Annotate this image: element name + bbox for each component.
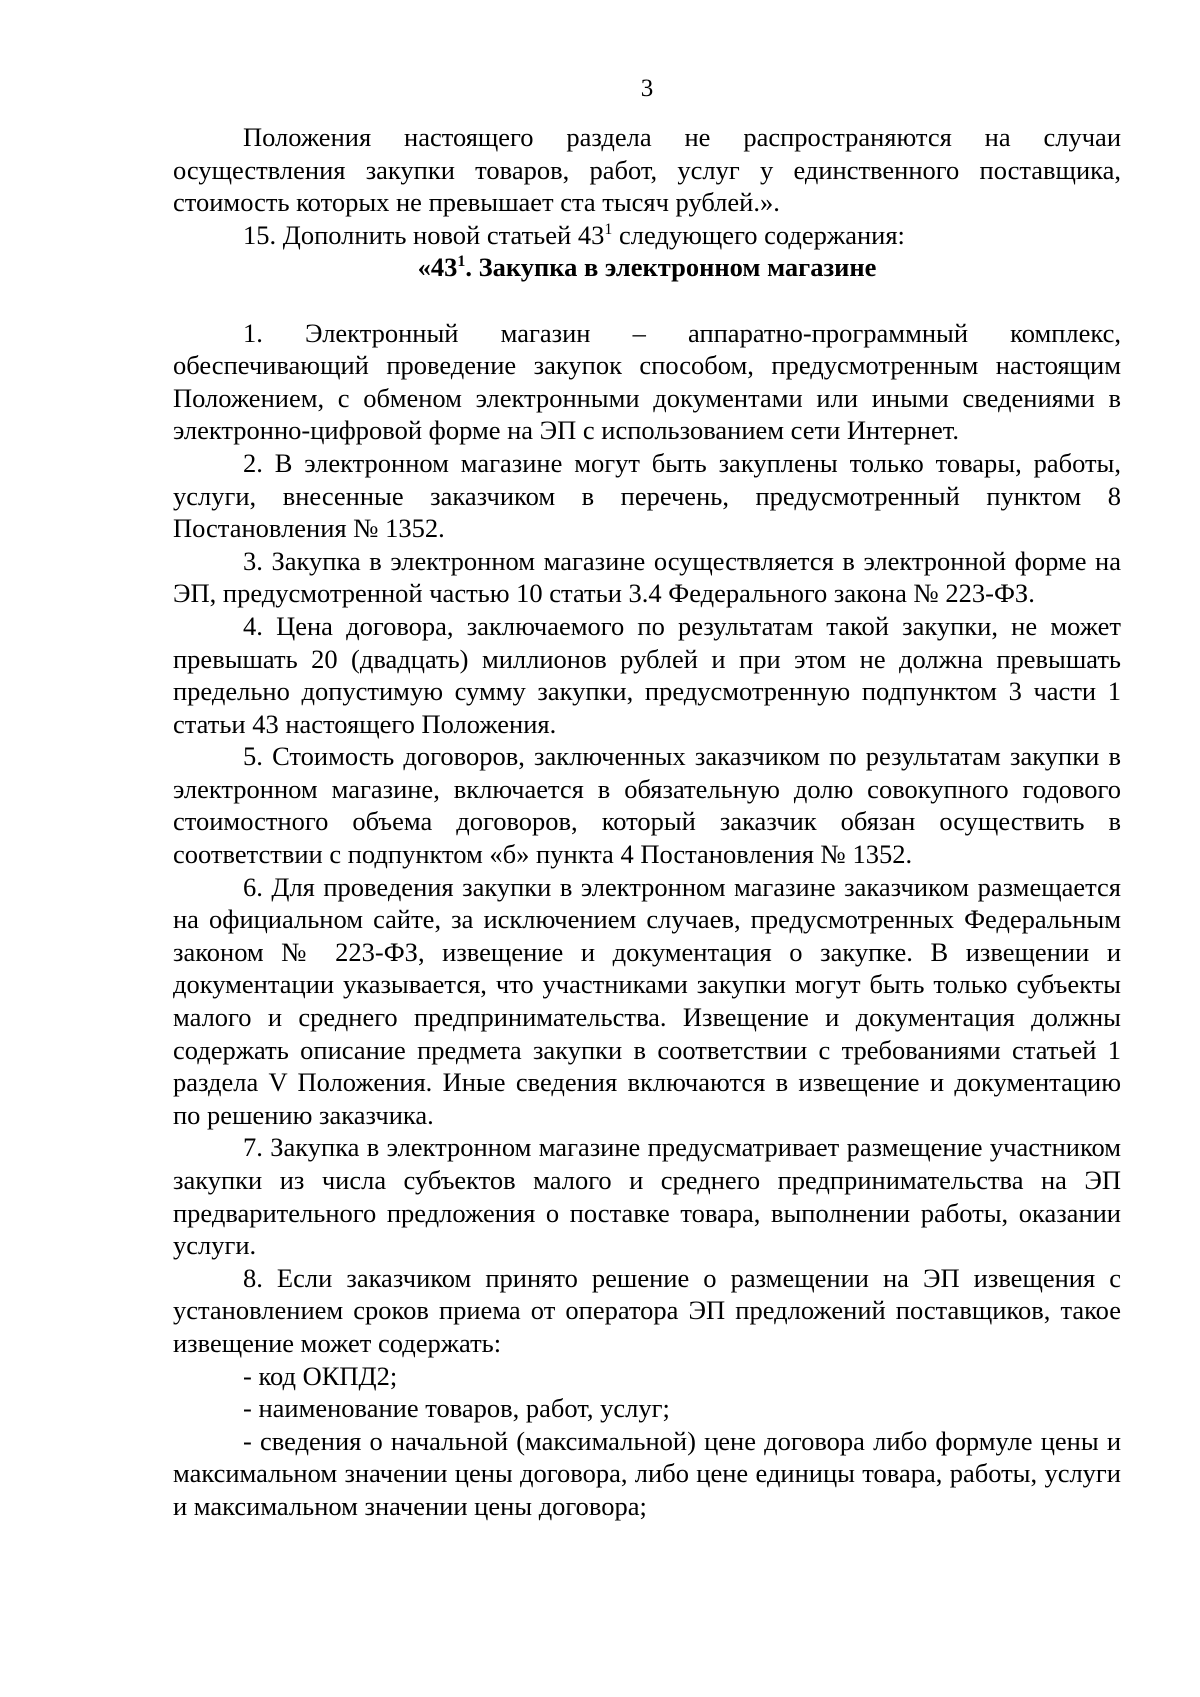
document-body [173, 121, 1121, 1523]
article-heading-superscript: 1 [457, 253, 466, 271]
page-number: 3 [640, 75, 654, 102]
article-heading [173, 251, 1121, 284]
item-3-paragraph: 3. Закупка в электронном магазине осуществляется в электронной форме на ЭП, предусмотренной частью 10 статьи 3.4 Федерального закона № 223-ФЗ. [173, 545, 1121, 609]
item-2-paragraph: 2. В электронном магазине могут быть закуплены только товары, работы, услуги, внесенные заказчиком в перечень, предусмотренный пунктом 8 Постановления № 1352. [173, 447, 1121, 544]
item-4-paragraph: 4. Цена договора, заключаемого по результатам такой закупки, не может превышать 20 (двадцать) миллионов рублей и при этом не должна превышать предельно допустимую сумму закупки, предусмотренную подпунктом 3 части 1 статьи 43 настоящего Положения. [173, 610, 1121, 739]
item-6-paragraph: 6. Для проведения закупки в электронном магазине заказчиком размещается на официальном сайте, за исключением случаев, предусмотренных Федеральным законом № 223-ФЗ, извещение и документация о закупке. В извещении и документации указывается, что участниками закупки могут быть только субъекты малого и среднего предпринимательства. Извещение и документация должны содержать описание предмета закупки в соответствии с требованиями статьей 1 раздела V Положения. Иные сведения включаются в извещение и документацию по решению заказчика. [173, 871, 1121, 1130]
list-item-okpd2: - код ОКПД2; [243, 1360, 398, 1391]
article-heading-title: . Закупка в электронном магазине [465, 252, 877, 283]
amendment-15-text-end: следующего содержания: [612, 219, 905, 250]
amendment-15-superscript: 1 [604, 220, 613, 238]
article-heading-number: «43 [417, 252, 458, 283]
item-8-paragraph: 8. Если заказчиком принято решение о размещении на ЭП извещения с установлением сроков приема от оператора ЭП предложений поставщиков, такое извещение может содержать: [173, 1262, 1121, 1358]
intro-paragraph: Положения настоящего раздела не распространяются на случаи осуществления закупки товаров, работ, услуг у единственного поставщика, стоимость которых не превышает ста тысяч рублей.». [173, 122, 1121, 218]
amendment-15-paragraph [173, 219, 1121, 252]
list-item-price-info: - сведения о начальной (максимальной) цене договора либо формуле цены и максимальном значении цены договора, либо цене единицы товара, работы, услуги и максимальном значении цены договора; [173, 1425, 1121, 1521]
item-7-paragraph: 7. Закупка в электронном магазине предусматривает размещение участником закупки из числа субъектов малого и среднего предпринимательства на ЭП предварительного предложения о поставке товара, выполнении работы, оказании услуги. [173, 1132, 1121, 1261]
item-1-paragraph: 1. Электронный магазин – аппаратно-программный комплекс, обеспечивающий проведение закупок способом, предусмотренным настоящим Положением, с обменом электронными документами или иными сведениями в электронно-цифровой форме на ЭП с использованием сети Интернет. [173, 317, 1121, 446]
amendment-15-text: 15. Дополнить новой статьей 43 [243, 219, 605, 250]
item-5-paragraph: 5. Стоимость договоров, заключенных заказчиком по результатам закупки в электронном магазине, включается в обязательную долю совокупного годового стоимостного объема договоров, который заказчик обязан осуществить в соответствии с подпунктом «б» пункта 4 Постановления № 1352. [173, 741, 1121, 870]
list-item-goods-name: - наименование товаров, работ, услуг; [243, 1393, 670, 1424]
